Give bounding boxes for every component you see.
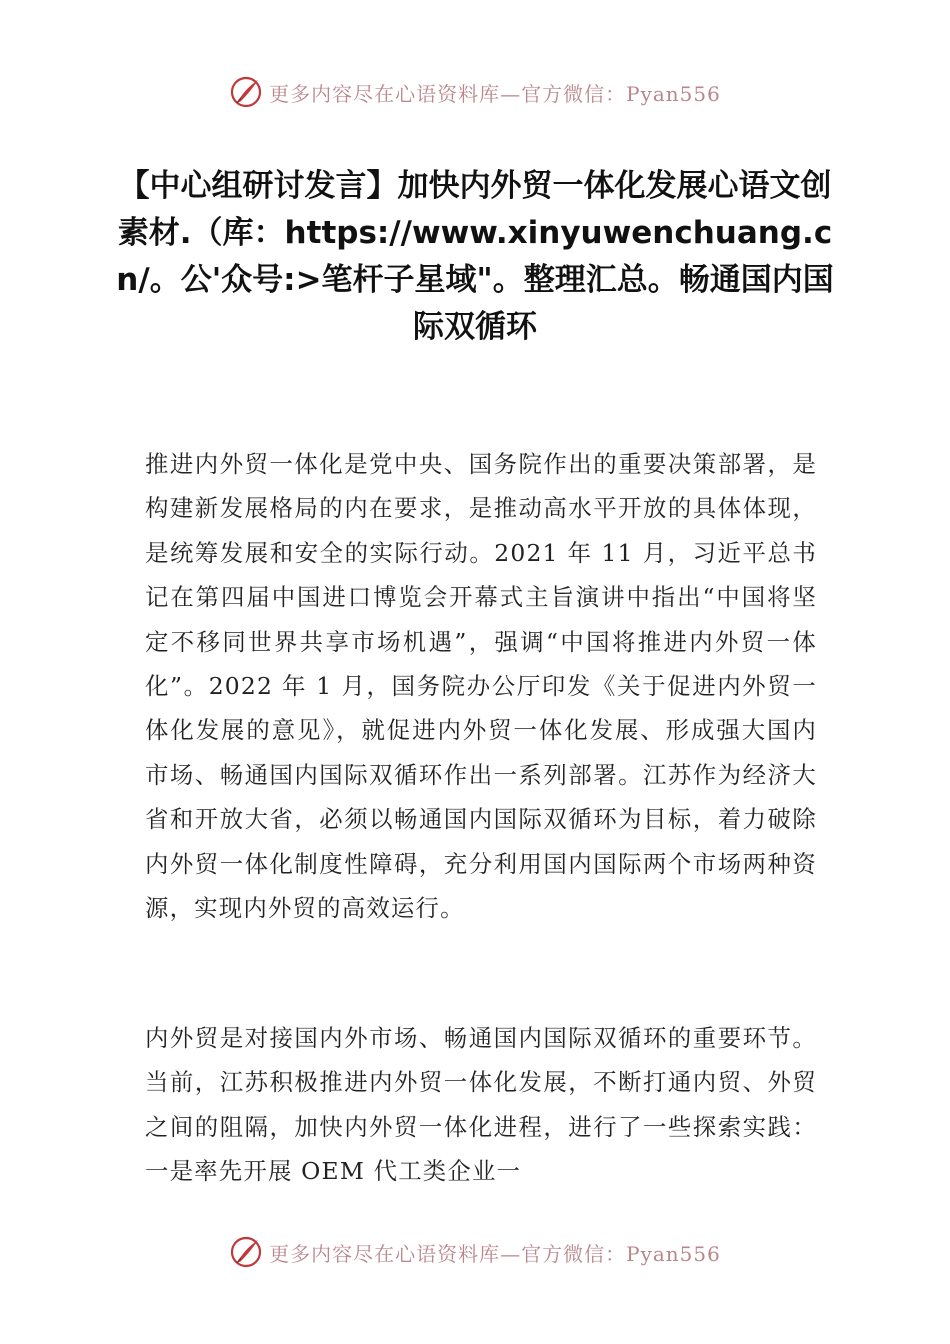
body-paragraph-2: 内外贸是对接国内外市场、畅通国内国际双循环的重要环节。当前，江苏积极推进内外贸一体化发展，不断打通内贸、外贸之间的阻隔，加快内外贸一体化进程，进行了一些探索实践：一是率先开展 OEM 代工类企业一	[145, 1024, 817, 1186]
header-banner-text: 更多内容尽在心语资料库—官方微信：Pyan556	[269, 81, 721, 106]
header-banner	[0, 72, 950, 112]
footer-banner-text: 更多内容尽在心语资料库—官方微信：Pyan556	[269, 1241, 721, 1266]
quill-pen-logo-icon	[229, 75, 263, 109]
document-title: 【中心组研讨发言】加快内外贸一体化发展心语文创素材.（库：https://www.xinyuwenchuang.cn/。公'众号:>笔杆子星域"。整理汇总。畅通国内国际双循环	[116, 168, 834, 345]
body-paragraph-1: 推进内外贸一体化是党中央、国务院作出的重要决策部署，是构建新发展格局的内在要求，是推动高水平开放的具体体现，是统筹发展和安全的实际行动。2021 年 11 月，习近平总书记在第四届中国进口博览会开幕式主旨演讲中指出“中国将坚定不移同世界共享市场机遇”，强调“中国将推进内外贸一体化”。2022 年 1 月，国务院办公厅印发《关于促进内外贸一体化发展的意见》，就促进内外贸一体化发展、形成强大国内市场、畅通国内国际双循环作出一系列部署。江苏作为经济大省和开放大省，必须以畅通国内国际双循环为目标，着力破除内外贸一体化制度性障碍，充分利用国内国际两个市场两种资源，实现内外贸的高效运行。	[145, 450, 817, 923]
footer-banner	[0, 1232, 950, 1272]
quill-pen-logo-icon	[229, 1235, 263, 1269]
